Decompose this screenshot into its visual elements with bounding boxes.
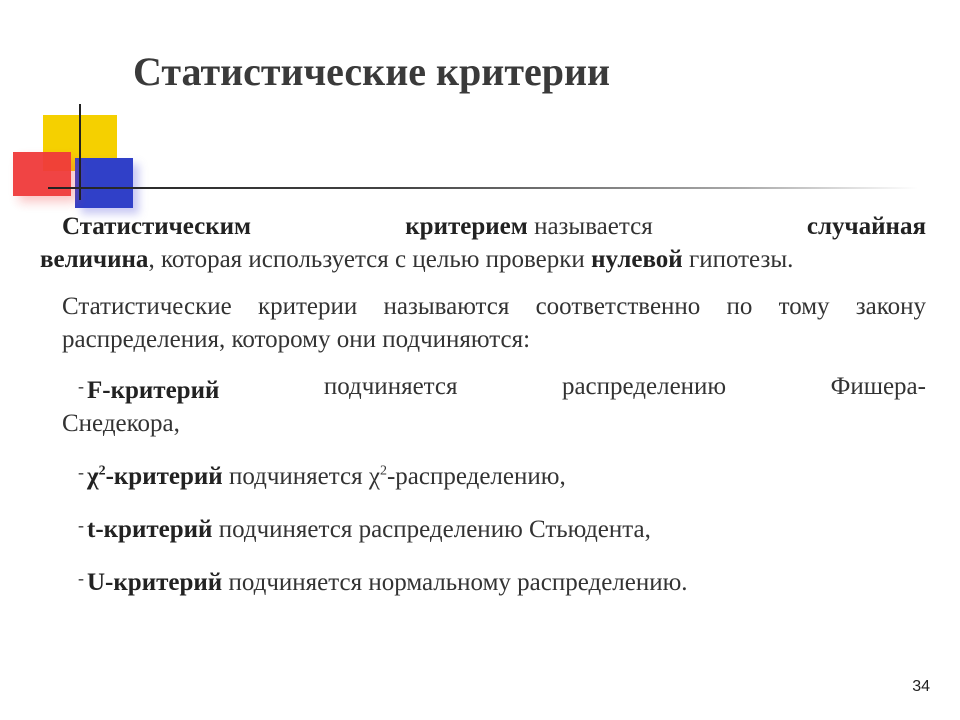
term-null: нулевой xyxy=(591,246,683,273)
list-item-f xyxy=(40,370,926,440)
chi-superscript-2: 2 xyxy=(379,463,387,479)
naming-paragraph: Статистические критерии называются соответственно по тому закону распределения, которому они подчиняются: xyxy=(62,293,926,353)
u-criterion-text: подчиняется нормальному распределению. xyxy=(222,569,688,596)
chi-criterion-term: -критерий xyxy=(105,463,223,490)
bullet-dash: - xyxy=(78,568,84,588)
word-obeys: подчиняется xyxy=(323,373,458,400)
blue-square xyxy=(75,158,133,208)
term-statistical: Статистическим xyxy=(62,213,252,240)
t-criterion-term: t-критерий xyxy=(87,516,213,543)
word-snedecor: Снедекора, xyxy=(62,410,180,437)
chi-superscript: 2 xyxy=(98,463,106,479)
vertical-rule xyxy=(79,104,81,200)
list-item-chi xyxy=(40,456,926,493)
list-item-u xyxy=(40,562,926,599)
t-criterion-text: подчиняется распределению Стьюдента, xyxy=(212,516,651,543)
decorative-logo xyxy=(0,0,960,200)
definition-line-1 xyxy=(62,210,926,243)
term-variable: величина xyxy=(40,246,149,273)
definition-paragraph xyxy=(40,210,926,243)
u-criterion-term: U-критерий xyxy=(87,569,223,596)
chi-symbol-2: χ xyxy=(368,463,380,490)
f-criterion-term: F-критерий xyxy=(87,377,220,404)
red-square xyxy=(13,152,71,196)
word-fisher: Фишера- xyxy=(830,373,926,400)
word-called: называется xyxy=(534,213,653,240)
slide-title: Статистические критерии xyxy=(133,49,611,94)
list-item-t xyxy=(40,509,926,546)
chi-text-a: подчиняется xyxy=(222,463,369,490)
bullet-dash: - xyxy=(78,462,84,482)
list-item-f-line xyxy=(78,370,926,407)
slide-body xyxy=(40,210,926,615)
chi-text-b: -распределению, xyxy=(386,463,566,490)
definition-continuation xyxy=(40,243,926,276)
page-number: 34 xyxy=(912,678,930,695)
chi-symbol: χ xyxy=(87,463,99,490)
bullet-dash: - xyxy=(78,515,84,535)
term-random: случайная xyxy=(806,213,926,240)
horizontal-rule xyxy=(48,187,918,189)
bullet-dash: - xyxy=(78,376,84,396)
term-criterion: критерием xyxy=(405,213,528,240)
word-distribution: распределению xyxy=(561,373,727,400)
definition-hypothesis: гипотезы. xyxy=(688,246,794,273)
definition-rest: , которая используется с целью проверки xyxy=(148,246,592,273)
